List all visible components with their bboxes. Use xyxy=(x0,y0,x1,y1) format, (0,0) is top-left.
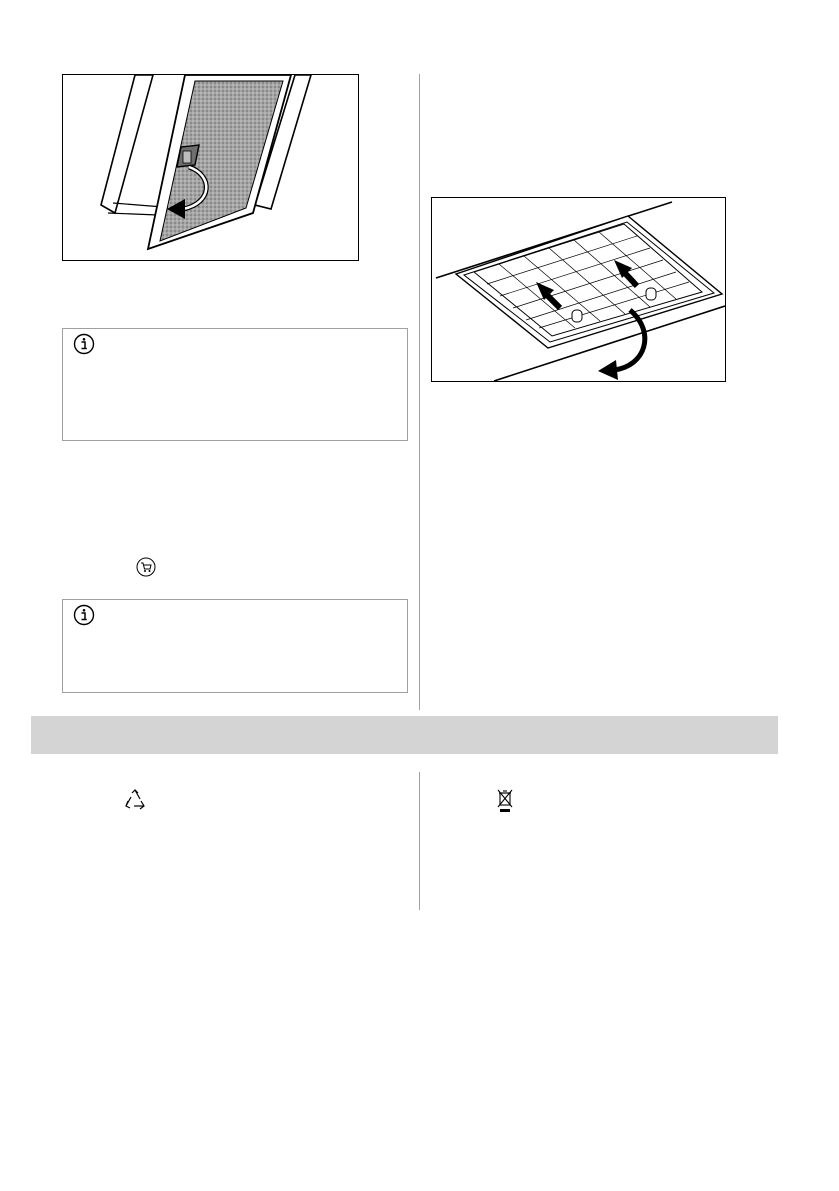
figure-charcoal-filter xyxy=(431,197,726,382)
shopping-cart-icon xyxy=(136,557,156,577)
info-note-2 xyxy=(62,599,408,693)
column-divider-bottom xyxy=(419,772,420,910)
section-header-band xyxy=(31,716,778,754)
info-note-1 xyxy=(62,328,408,441)
figure-grease-filter xyxy=(62,74,359,261)
column-divider-top xyxy=(419,74,420,710)
info-icon xyxy=(73,604,95,626)
recycle-icon xyxy=(123,788,147,812)
crossed-out-bin-icon xyxy=(497,788,513,814)
grease-filter-handle-release-illustration xyxy=(63,75,358,260)
charcoal-filter-insert-illustration xyxy=(432,198,725,381)
info-icon xyxy=(73,333,95,355)
